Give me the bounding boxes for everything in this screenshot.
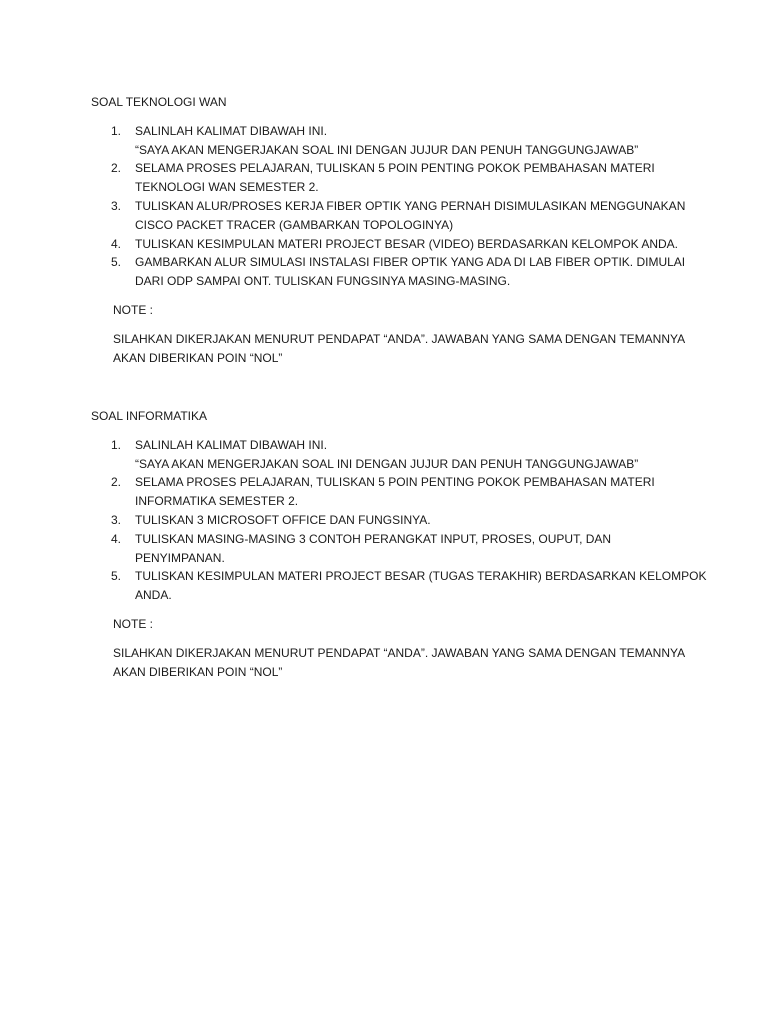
question-number: 2.: [111, 475, 122, 490]
note-text: [113, 330, 693, 368]
question-item: [91, 159, 691, 197]
question-item: [91, 235, 691, 254]
note-line: AKAN DIBERIKAN POIN “NOL”: [113, 664, 283, 679]
question-number: 1.: [111, 123, 122, 138]
question-text: TULISKAN 3 MICROSOFT OFFICE DAN FUNGSINYA.: [135, 512, 431, 527]
note-line: AKAN DIBERIKAN POIN “NOL”: [113, 350, 283, 365]
question-list: [91, 436, 707, 605]
note-text: [113, 644, 693, 682]
question-text: “SAYA AKAN MENGERJAKAN SOAL INI DENGAN JUJUR DAN PENUH TANGGUNGJAWAB”: [135, 142, 639, 157]
question-text: INFORMATIKA SEMESTER 2.: [135, 494, 299, 509]
question-text: ANDA.: [135, 588, 172, 603]
question-list: [91, 122, 691, 291]
question-text: TULISKAN KESIMPULAN MATERI PROJECT BESAR (TUGAS TERAKHIR) BERDASARKAN KELOMPOK: [135, 569, 707, 584]
section-title: SOAL TEKNOLOGI WAN: [91, 95, 227, 109]
question-text: CISCO PACKET TRACER (GAMBARKAN TOPOLOGINYA): [135, 217, 454, 232]
question-text: SELAMA PROSES PELAJARAN, TULISKAN 5 POIN PENTING POKOK PEMBAHASAN MATERI: [135, 475, 655, 490]
question-text: “SAYA AKAN MENGERJAKAN SOAL INI DENGAN JUJUR DAN PENUH TANGGUNGJAWAB”: [135, 456, 639, 471]
question-number: 4.: [111, 236, 122, 251]
note-label: NOTE :: [113, 616, 154, 631]
question-text: GAMBARKAN ALUR SIMULASI INSTALASI FIBER OPTIK YANG ADA DI LAB FIBER OPTIK. DIMULAI: [135, 255, 686, 270]
question-item: [91, 253, 691, 291]
question-text: SELAMA PROSES PELAJARAN, TULISKAN 5 POIN PENTING POKOK PEMBAHASAN MATERI: [135, 161, 655, 176]
question-item: [91, 122, 691, 160]
note-line: SILAHKAN DIKERJAKAN MENURUT PENDAPAT “ANDA”. JAWABAN YANG SAMA DENGAN TEMANNYA: [113, 645, 686, 660]
question-item: [91, 197, 691, 235]
question-text: TULISKAN MASING-MASING 3 CONTOH PERANGKAT INPUT, PROSES, OUPUT, DAN: [135, 531, 612, 546]
question-text: TULISKAN KESIMPULAN MATERI PROJECT BESAR (VIDEO) BERDASARKAN KELOMPOK ANDA.: [135, 236, 679, 251]
question-text: SALINLAH KALIMAT DIBAWAH INI.: [135, 123, 328, 138]
question-text: PENYIMPANAN.: [135, 550, 225, 565]
question-number: 5.: [111, 569, 122, 584]
question-item: [91, 436, 691, 474]
question-number: 2.: [111, 161, 122, 176]
question-number: 5.: [111, 255, 122, 270]
note-label: NOTE :: [113, 302, 154, 317]
question-item: [91, 530, 691, 568]
section-teknologi-wan: [91, 93, 691, 367]
question-item: [91, 511, 691, 530]
question-number: 3.: [111, 198, 122, 213]
question-text: TULISKAN ALUR/PROSES KERJA FIBER OPTIK YANG PERNAH DISIMULASIKAN MENGGUNAKAN: [135, 198, 686, 213]
question-text: DARI ODP SAMPAI ONT. TULISKAN FUNGSINYA MASING-MASING.: [135, 274, 511, 289]
question-number: 4.: [111, 531, 122, 546]
question-number: 3.: [111, 512, 122, 527]
question-text: TEKNOLOGI WAN SEMESTER 2.: [135, 180, 319, 195]
note-line: SILAHKAN DIKERJAKAN MENURUT PENDAPAT “ANDA”. JAWABAN YANG SAMA DENGAN TEMANNYA: [113, 331, 686, 346]
section-title: SOAL INFORMATIKA: [91, 409, 208, 423]
question-item: [91, 473, 691, 511]
section-informatika: [91, 407, 707, 681]
question-item: [91, 567, 707, 605]
question-text: SALINLAH KALIMAT DIBAWAH INI.: [135, 437, 328, 452]
question-number: 1.: [111, 437, 122, 452]
